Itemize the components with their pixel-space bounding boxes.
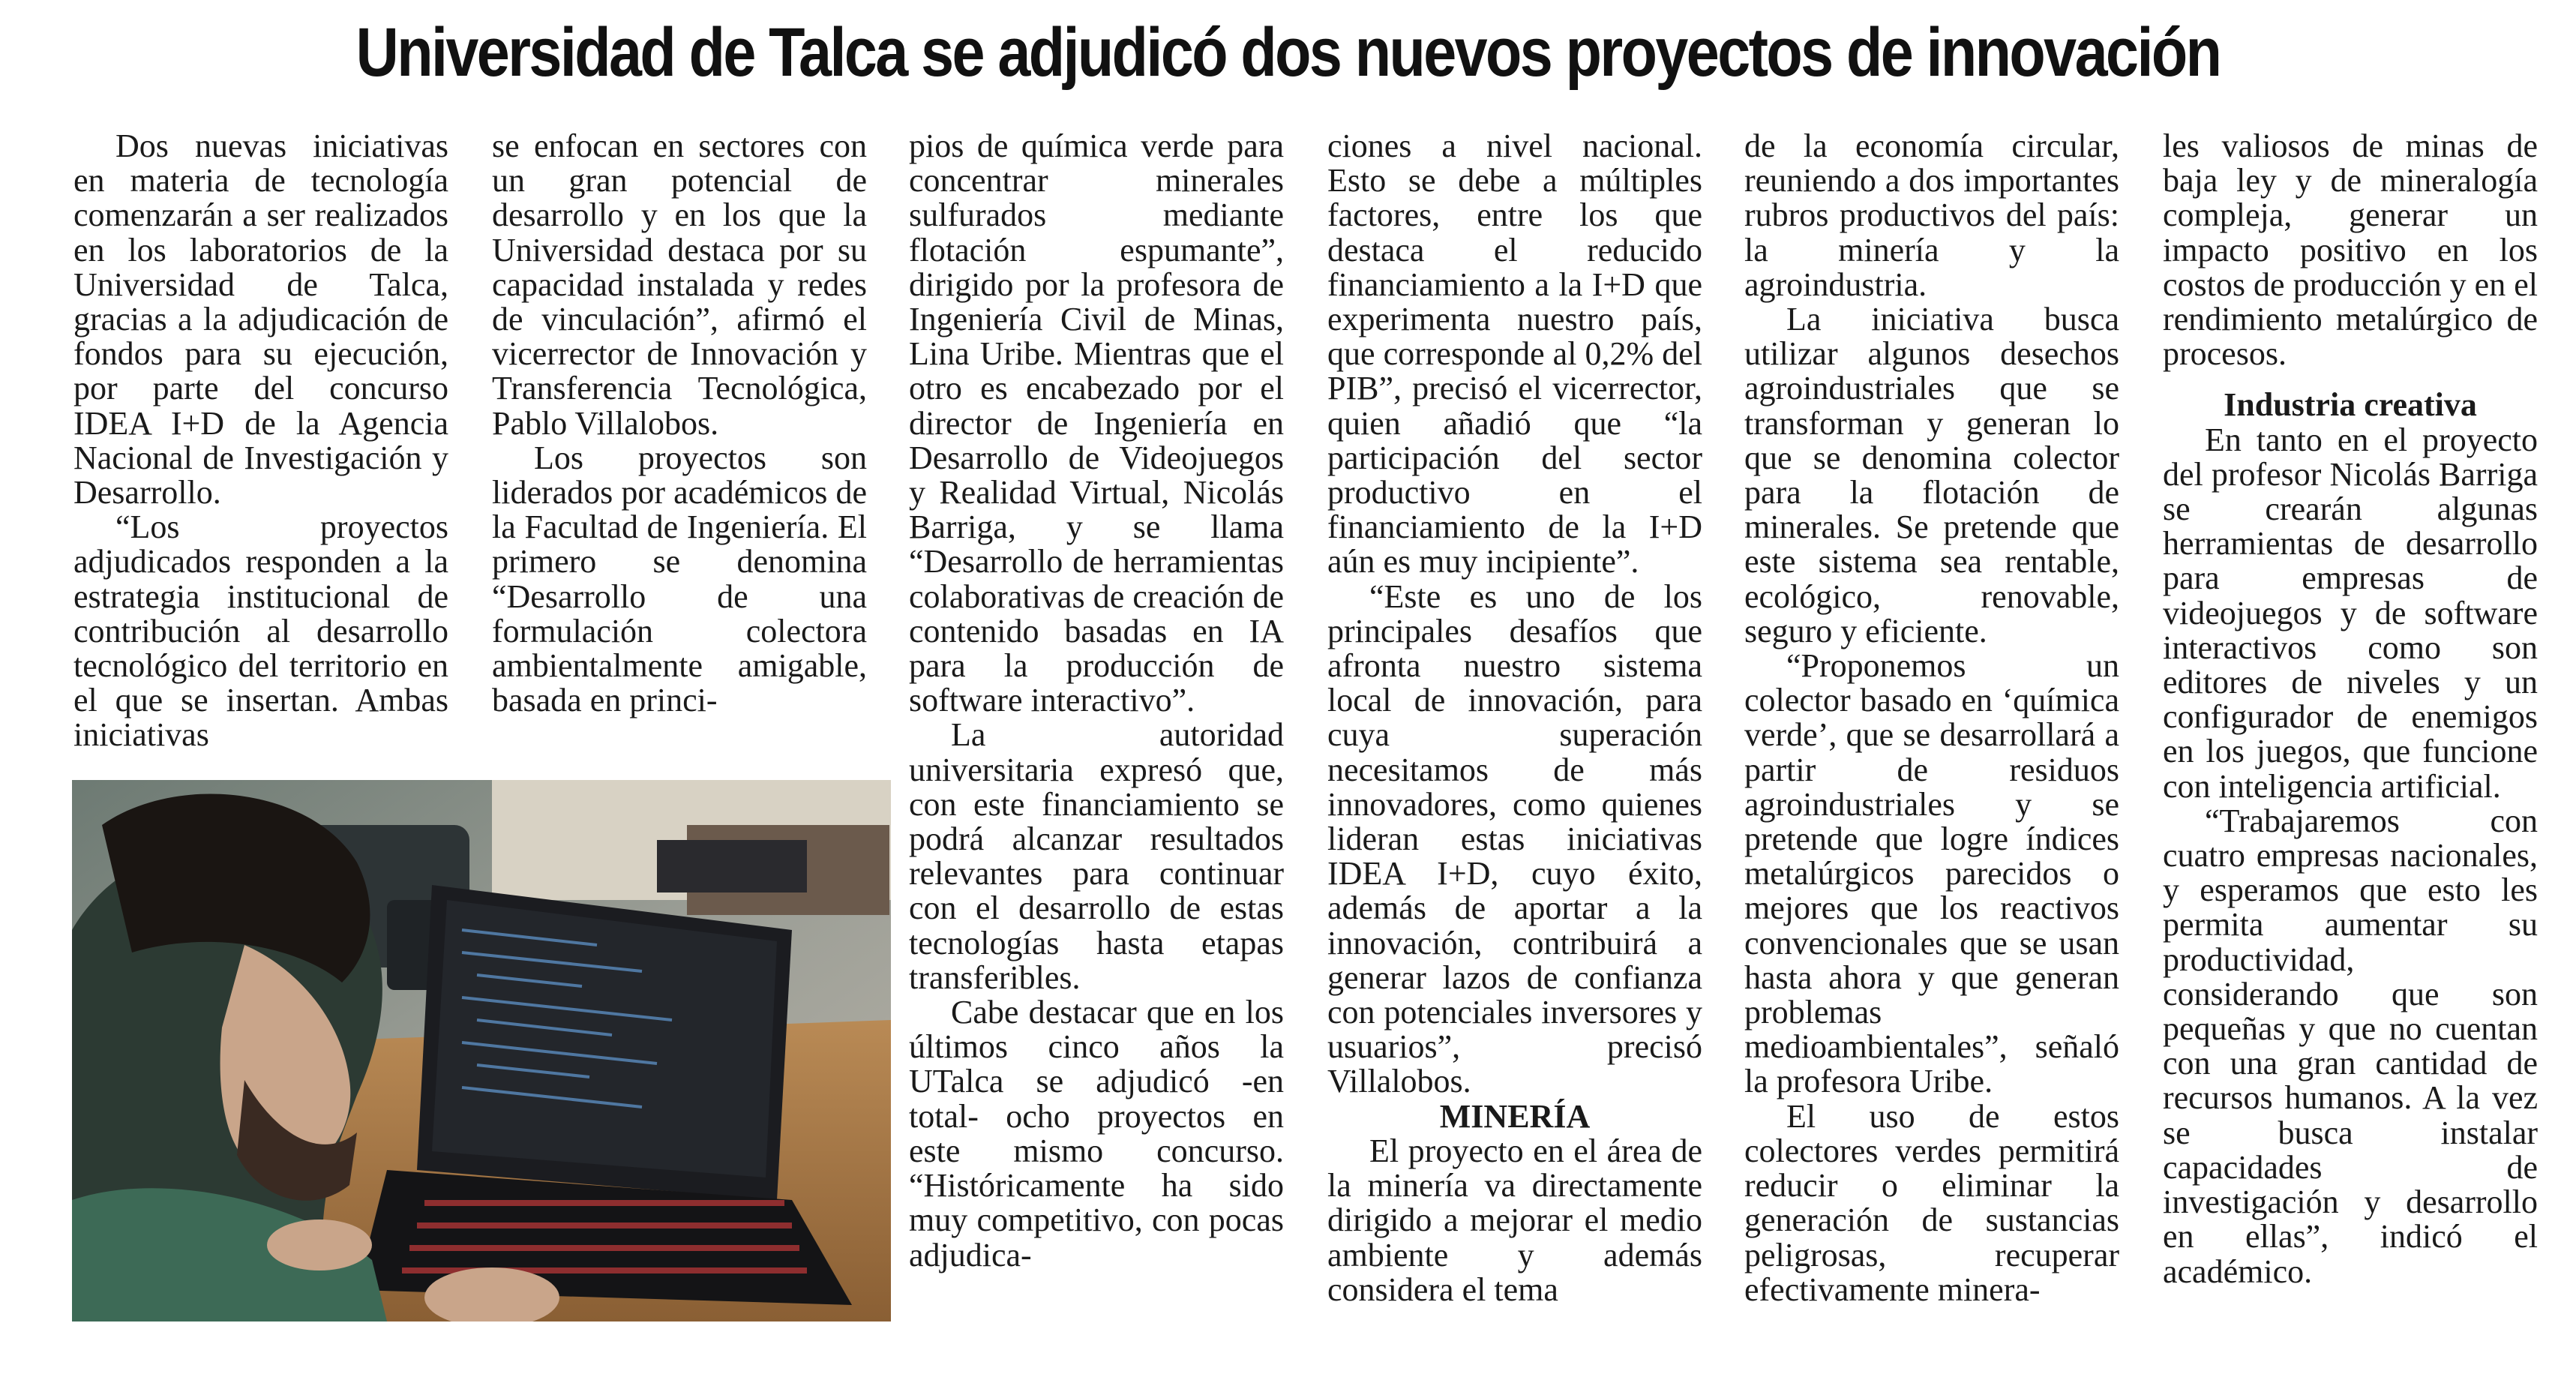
paragraph: La iniciativa busca utilizar algunos desechos agroindustriales que se transforman y generan lo que se denomina colector para la flotación de minerales. Se pretende que este sistema sea rentable, ecológico, renovable, seguro y eficiente. [1744, 301, 2119, 650]
subheading: Industria creativa [2224, 386, 2477, 424]
paragraph: de la economía circular, reuniendo a dos importantes rubros productivos del país: la minería y la agroindustria. [1744, 128, 2119, 303]
paragraph: ciones a nivel nacional. Esto se debe a múltiples factores, entre los que destaca el reducido financiamiento a la I+D que experimenta nuestro país, que corresponde al 0,2% del PIB”, precisó el vicerrector, quien añadió que “la participación del sector productivo en el financiamiento de la I+D aún es muy incipiente”. [1327, 128, 1702, 580]
paragraph: pios de química verde para concentrar minerales sulfurados mediante flotación espumante”, dirigido por la profesora de Ingeniería Civil de Minas, Lina Uribe. Mientras que el otro es encabezado por el director de Ingeniería en Desarrollo de Videojuegos y Realidad Virtual, Nicolás Barriga, y se llama “Desarrollo de herramientas colaborativas de creación de contenido basadas en IA para la producción de software interactivo”. [909, 128, 1284, 719]
paragraph: “Proponemos un colector basado en ‘química verde’, que se desarrollará a partir de residuos agroindustriales y se pretende que logre índices metalúrgicos parecidos o mejores que los reactivos convencionales que se usan hasta ahora y que generan problemas medioambientales”, señaló la profesora Uribe. [1744, 647, 2119, 1100]
paragraph: “Los proyectos adjudicados responden a la estrategia institucional de contribución al desarrollo tecnológico del territorio en el que se insertan. Ambas iniciativas [73, 508, 448, 754]
article-column-1 [73, 129, 448, 763]
paragraph: La autoridad universitaria expresó que, con este financiamiento se podrá alcanzar resultados relevantes para continuar con el desarrollo de estas tecnologías hasta etapas transferibles. [909, 716, 1284, 996]
photo-student-laptop [72, 780, 891, 1322]
paragraph: “Trabajaremos con cuatro empresas nacionales, y esperamos que esto les permita aumentar su productividad, considerando que son pequeñas y que no cuentan con una gran cantidad de recursos humanos. A la vez se busca instalar capacidades de investigación y desarrollo en ellas”, indicó el académico. [2163, 802, 2538, 1290]
paragraph: se enfocan en sectores con un gran potencial de desarrollo y en los que la Universidad destaca por su capacidad instalada y redes de vinculación”, afirmó el vicerrector de Innovación y Transferencia Tecnológica, Pablo Villalobos. [492, 128, 867, 442]
article-column-6 [2163, 129, 2538, 1289]
paragraph: El uso de estos colectores verdes permitirá reducir o eliminar la generación de sustancias peligrosas, recuperar efectivamente minera- [1744, 1097, 2119, 1308]
article-column-3 [909, 129, 1284, 1273]
paragraph: En tanto en el proyecto del profesor Nicolás Barriga se crearán algunas herramientas de desarrollo para empresas de videojuegos y de software interactivos como son editores de niveles y un configurador de enemigos en los juegos, que funcione con inteligencia artificial. [2163, 421, 2538, 805]
paragraph: “Este es uno de los principales desafíos que afronta nuestro sistema local de innovación, para cuya superación necesitamos de más innovadores, como quienes lideran estas iniciativas IDEA I+D, cuyo éxito, además de aportar a la innovación, contribuirá a generar lazos de confianza con potenciales inversores y usuarios”, precisó Villalobos. [1327, 578, 1702, 1100]
paragraph: Los proyectos son liderados por académicos de la Facultad de Ingeniería. El primero se denomina “Desarrollo de una formulación colectora ambientalmente amigable, basada en princi- [492, 439, 867, 719]
article-column-5 [1744, 129, 2119, 1307]
paragraph: les valiosos de minas de baja ley y de mineralogía compleja, generar un impacto positivo en los costos de producción y en el rendimiento metalúrgico de procesos. [2163, 128, 2538, 373]
article-photo [72, 780, 891, 1322]
article-column-4 [1327, 129, 1702, 1307]
paragraph: Dos nuevas iniciativas en materia de tecnología comenzarán a ser realizados en los laboratorios de la Universidad de Talca, gracias a la adjudicación de fondos para su ejecución, por parte del concurso IDEA I+D de la Agencia Nacional de Investigación y Desarrollo. [73, 128, 448, 512]
paragraph: El proyecto en el área de la minería va directamente dirigido a mejorar el medio ambiente y además considera el tema [1327, 1132, 1702, 1308]
headline: Universidad de Talca se adjudicó dos nuevos proyectos de innovación [355, 14, 2221, 91]
subheading: MINERÍA [1439, 1097, 1591, 1135]
paragraph: Cabe destacar que en los últimos cinco años la UTalca se adjudicó -en total- ocho proyectos en este mismo concurso. “Históricamente ha sido muy competitivo, con pocas adjudica- [909, 994, 1284, 1274]
article-column-2 [492, 129, 867, 718]
